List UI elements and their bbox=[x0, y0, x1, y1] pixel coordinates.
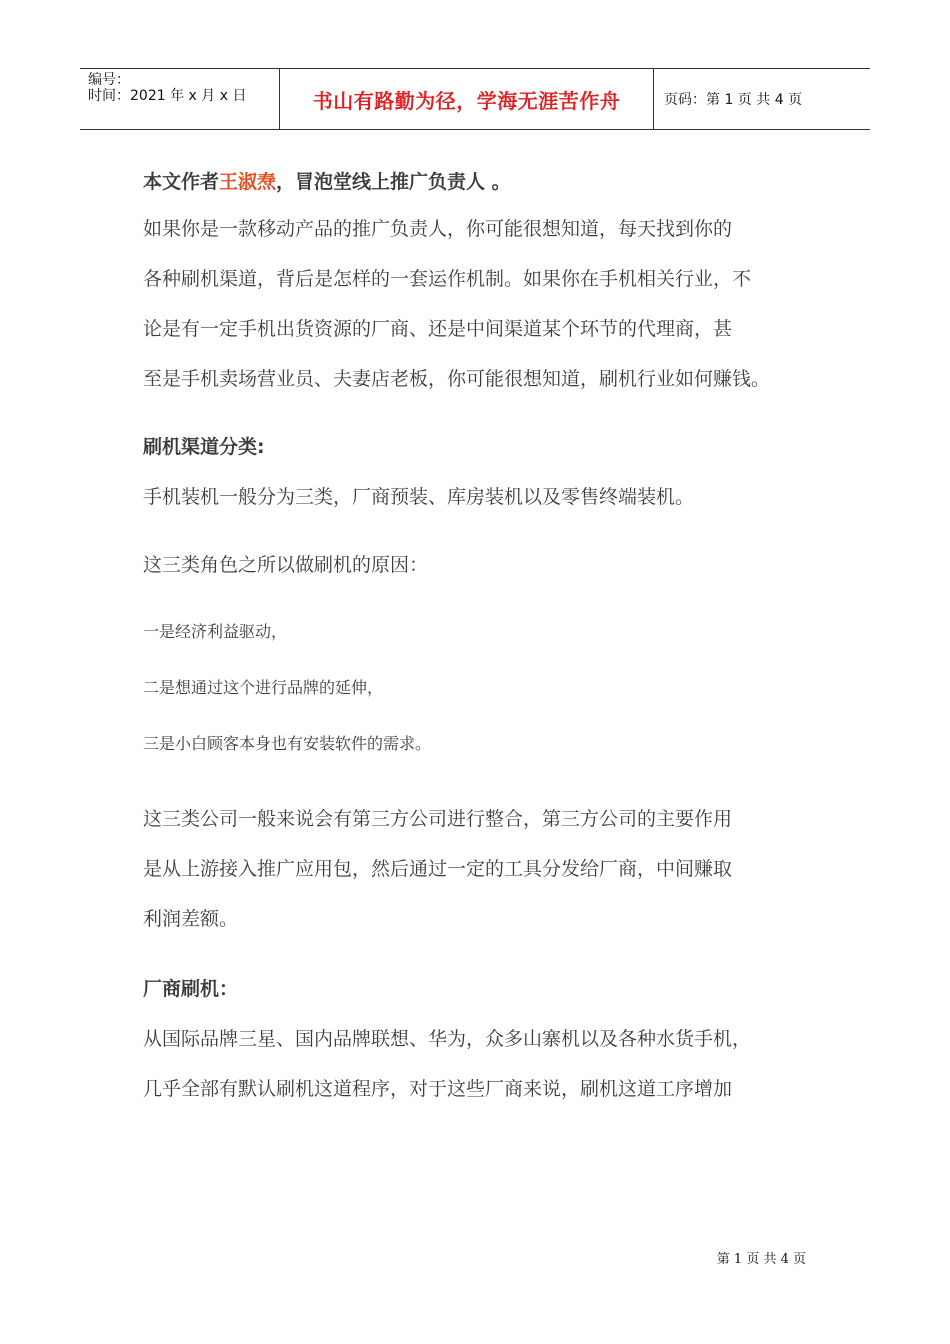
vendor-paragraph bbox=[143, 1014, 823, 1114]
text-line: 论是有一定手机出货资源的厂商、还是中间渠道某个环节的代理商，甚 bbox=[143, 318, 733, 340]
document-header bbox=[80, 68, 870, 130]
text-line: 至是手机卖场营业员、夫妻店老板，你可能很想知道，刷机行业如何赚钱。 bbox=[143, 368, 771, 390]
text-line: 是从上游接入推广应用包，然后通过一定的工具分发给厂商，中间赚取 bbox=[143, 858, 733, 880]
text-line: 各种刷机渠道，背后是怎样的一套运作机制。如果你在手机相关行业，不 bbox=[143, 268, 752, 290]
header-motto-cell bbox=[280, 69, 654, 129]
text-line: 几乎全部有默认刷机这道程序，对于这些厂商来说，刷机这道工序增加 bbox=[143, 1078, 733, 1100]
document-body bbox=[143, 160, 823, 1114]
author-name: 王淑焘 bbox=[219, 171, 277, 193]
intro-paragraph bbox=[143, 204, 823, 404]
author-line bbox=[143, 160, 823, 204]
text-line: 这三类公司一般来说会有第三方公司进行整合，第三方公司的主要作用 bbox=[143, 808, 733, 830]
header-page-cell bbox=[654, 69, 870, 129]
list-item: 二是想通过这个进行品牌的延伸， bbox=[143, 678, 384, 697]
author-suffix: ，冒泡堂线上推广负责人 。 bbox=[276, 171, 511, 193]
time-label: 时间：2021 年 x 月 x 日 bbox=[88, 88, 247, 104]
author-prefix: 本文作者 bbox=[143, 171, 220, 193]
list-item: 一是经济利益驱动， bbox=[143, 622, 288, 641]
text-line: 如果你是一款移动产品的推广负责人，你可能很想知道，每天找到你的 bbox=[143, 218, 733, 240]
reasons-intro: 这三类角色之所以做刷机的原因： bbox=[143, 554, 429, 576]
section-heading-channel-types: 刷机渠道分类: bbox=[143, 436, 265, 458]
section-heading-vendor-flashing: 厂商刷机： bbox=[143, 978, 239, 1000]
header-page-label: 页码：第 1 页 共 4 页 bbox=[664, 92, 803, 108]
integration-paragraph bbox=[143, 794, 823, 944]
page-footer: 第 1 页 共 4 页 bbox=[716, 1252, 806, 1267]
classify-paragraph: 手机装机一般分为三类，厂商预装、库房装机以及零售终端装机。 bbox=[143, 486, 695, 508]
header-meta bbox=[80, 69, 280, 129]
number-label: 编号： bbox=[88, 72, 130, 88]
reasons-list bbox=[143, 604, 823, 772]
text-line: 利润差额。 bbox=[143, 908, 239, 930]
text-line: 从国际品牌三星、国内品牌联想、华为，众多山寨机以及各种水货手机， bbox=[143, 1028, 752, 1050]
header-motto: 书山有路勤为径，学海无涯苦作舟 bbox=[312, 88, 621, 113]
list-item: 三是小白顾客本身也有安装软件的需求。 bbox=[143, 734, 432, 753]
